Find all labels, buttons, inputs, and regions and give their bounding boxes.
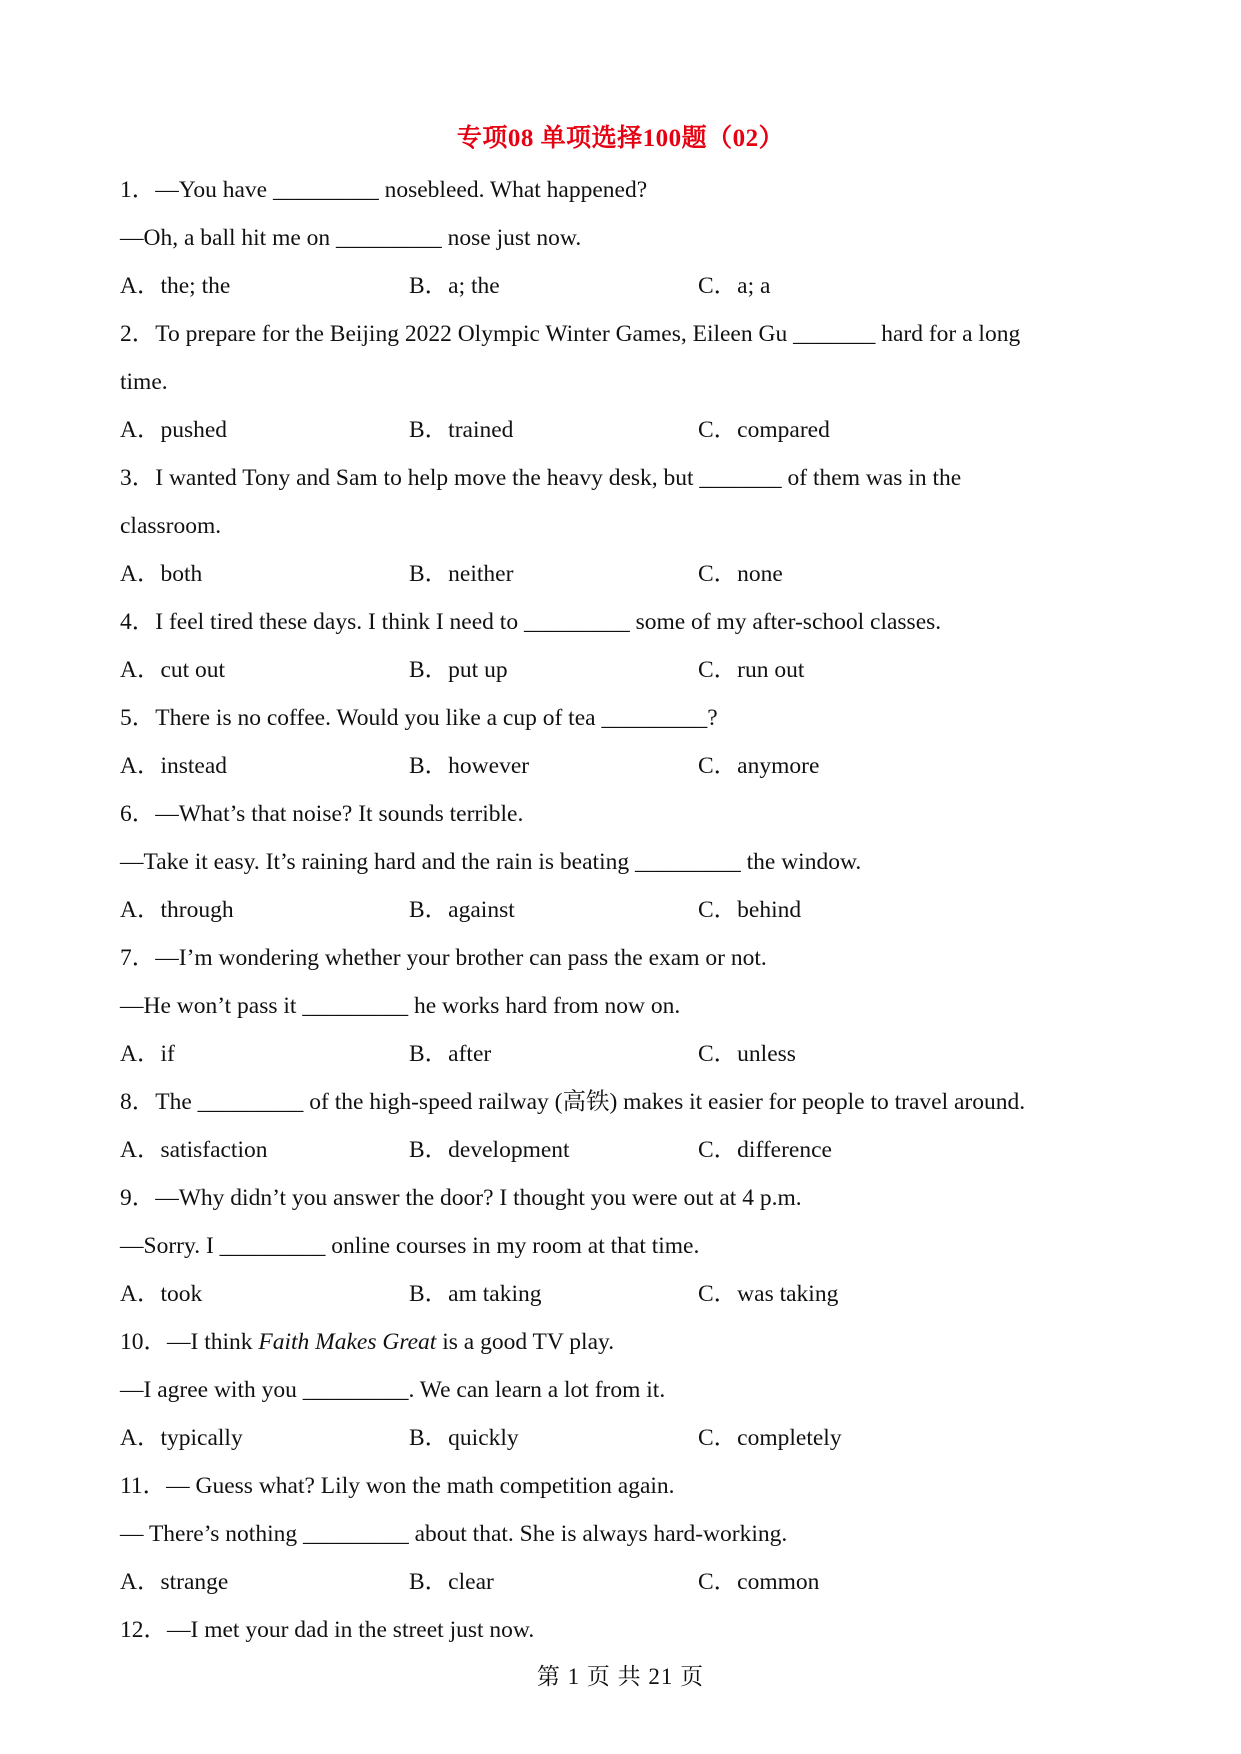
option-row: [120, 1558, 1130, 1606]
option-a: A．strange: [120, 1569, 229, 1595]
question-line: 12．—I met your dad in the street just now.: [120, 1617, 535, 1643]
question-list: [120, 166, 1130, 1654]
question-8: [120, 1078, 1130, 1174]
question-3: [120, 454, 1130, 598]
option-a: A．typically: [120, 1425, 243, 1451]
option-c: C．behind: [698, 897, 802, 923]
question-line: 6．—What’s that noise? It sounds terrible.: [120, 801, 524, 827]
option-c: C．common: [698, 1569, 820, 1595]
option-a: A．if: [120, 1041, 175, 1067]
question-line: —Sorry. I _________ online courses in my room at that time.: [120, 1233, 700, 1259]
option-b: B．after: [409, 1041, 492, 1067]
question-line: 7．—I’m wondering whether your brother can pass the exam or not.: [120, 945, 767, 971]
option-c: C．anymore: [698, 753, 820, 779]
option-b: B．quickly: [409, 1425, 519, 1451]
question-7: [120, 934, 1130, 1078]
option-b: B．trained: [409, 417, 514, 443]
question-1: [120, 166, 1130, 310]
question-line: 3．I wanted Tony and Sam to help move the heavy desk, but _______ of them was in the: [120, 465, 962, 491]
page-title: 专项08 单项选择100题（02）: [456, 125, 785, 152]
option-row: [120, 646, 1130, 694]
option-a: A．both: [120, 561, 203, 587]
option-b: B．however: [409, 753, 530, 779]
option-c: C．completely: [698, 1425, 842, 1451]
question-11: [120, 1462, 1130, 1606]
question-line: —Oh, a ball hit me on _________ nose just now.: [120, 225, 582, 251]
question-line: classroom.: [120, 513, 222, 539]
option-row: [120, 406, 1130, 454]
option-b: B．clear: [409, 1569, 494, 1595]
question-line: 9．—Why didn’t you answer the door? I thought you were out at 4 p.m.: [120, 1185, 802, 1211]
option-row: [120, 886, 1130, 934]
option-c: C．run out: [698, 657, 805, 683]
option-row: [120, 1414, 1130, 1462]
option-b: B．neither: [409, 561, 514, 587]
option-b: B．put up: [409, 657, 508, 683]
question-12: [120, 1606, 1130, 1654]
option-row: [120, 550, 1130, 598]
option-a: A．instead: [120, 753, 228, 779]
question-line: — There’s nothing _________ about that. She is always hard-working.: [120, 1521, 788, 1547]
option-a: A．pushed: [120, 417, 228, 443]
question-line: 2．To prepare for the Beijing 2022 Olympic Winter Games, Eileen Gu _______ hard for a long: [120, 321, 1021, 347]
option-b: B．am taking: [409, 1281, 542, 1307]
option-c: C．was taking: [698, 1281, 839, 1307]
page-footer: 第 1 页 共 21 页: [536, 1664, 705, 1689]
question-5: [120, 694, 1130, 790]
question-line: 8．The _________ of the high-speed railway (高铁) makes it easier for people to travel around.: [120, 1089, 1026, 1115]
question-9: [120, 1174, 1130, 1318]
question-2: [120, 310, 1130, 454]
question-line: —Take it easy. It’s raining hard and the rain is beating _________ the window.: [120, 849, 862, 875]
option-a: A．cut out: [120, 657, 226, 683]
question-line: 10．—I think Faith Makes Great is a good TV play.: [120, 1329, 615, 1355]
option-c: C．compared: [698, 417, 830, 443]
question-10: [120, 1318, 1130, 1462]
option-row: [120, 742, 1130, 790]
option-a: A．through: [120, 897, 234, 923]
question-line: —He won’t pass it _________ he works hard from now on.: [120, 993, 681, 1019]
question-line: —I agree with you _________. We can learn a lot from it.: [120, 1377, 666, 1403]
option-c: C．difference: [698, 1137, 832, 1163]
option-a: A．the; the: [120, 273, 231, 299]
option-b: B．development: [409, 1137, 570, 1163]
question-line: time.: [120, 369, 168, 395]
option-c: C．unless: [698, 1041, 796, 1067]
option-c: C．a; a: [698, 273, 771, 299]
play-title: Faith Makes Great: [258, 1329, 437, 1355]
question-line: 4．I feel tired these days. I think I need to _________ some of my after-school classes.: [120, 609, 942, 635]
option-row: [120, 262, 1130, 310]
option-row: [120, 1270, 1130, 1318]
option-a: A．took: [120, 1281, 203, 1307]
option-b: B．a; the: [409, 273, 500, 299]
question-line: 11．— Guess what? Lily won the math competition again.: [120, 1473, 675, 1499]
question-6: [120, 790, 1130, 934]
option-row: [120, 1030, 1130, 1078]
option-a: A．satisfaction: [120, 1137, 268, 1163]
option-row: [120, 1126, 1130, 1174]
option-c: C．none: [698, 561, 783, 587]
question-line: 5．There is no coffee. Would you like a cup of tea _________?: [120, 705, 718, 731]
option-b: B．against: [409, 897, 515, 923]
question-line: 1．—You have _________ nosebleed. What happened?: [120, 177, 648, 203]
question-4: [120, 598, 1130, 694]
